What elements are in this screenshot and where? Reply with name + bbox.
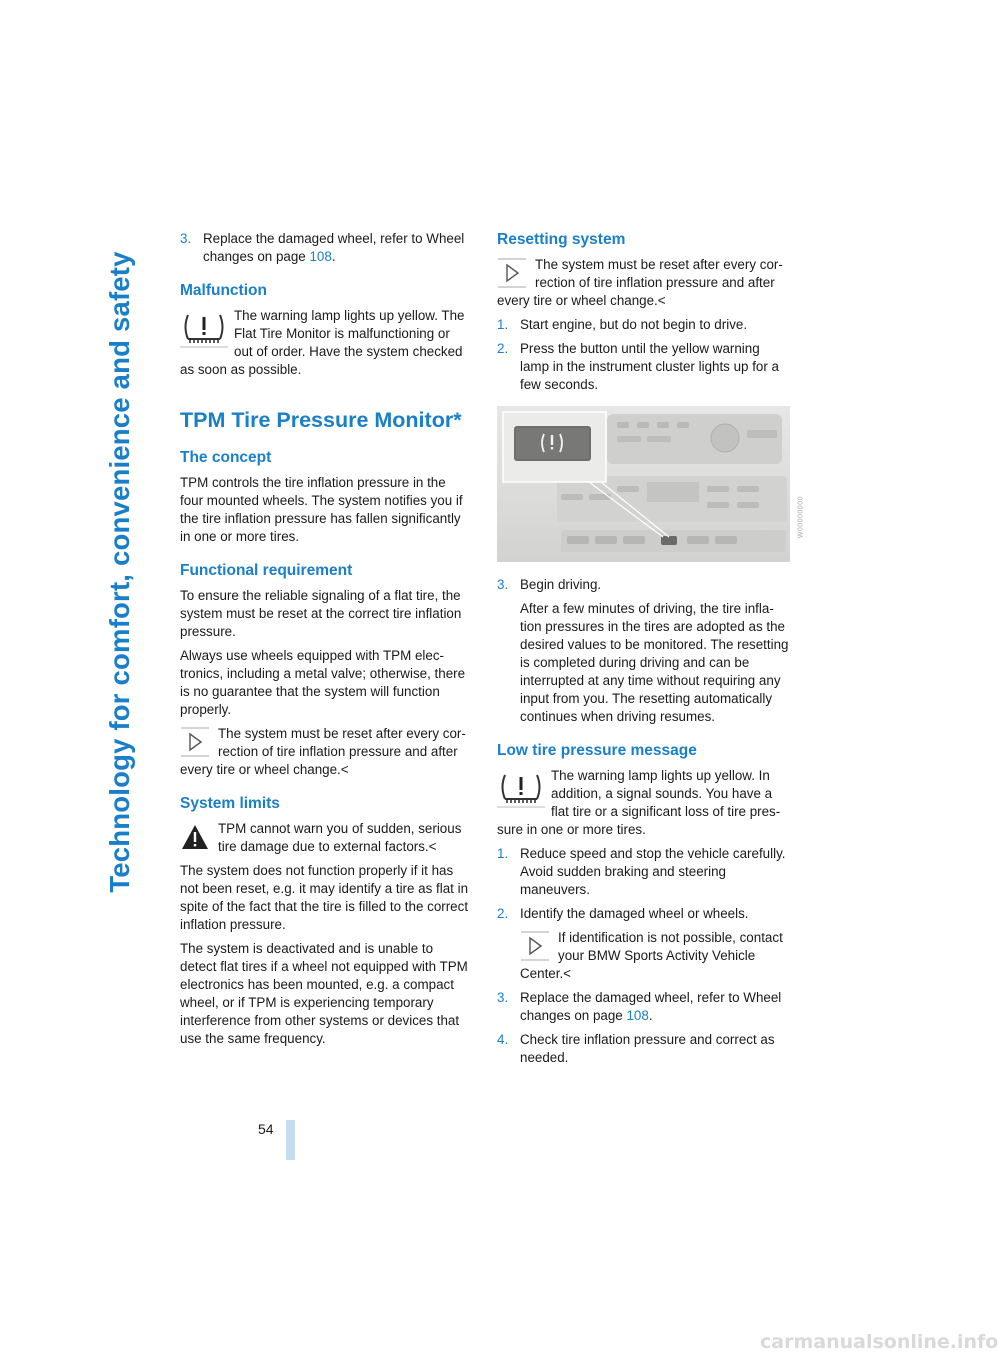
low-pressure-text: The warning lamp lights up yellow. In addition, a signal sounds. You have a flat tire or a significant loss of tire pressure in one or more tires. bbox=[497, 768, 781, 837]
page-number: 54 bbox=[258, 1121, 274, 1137]
resetting-heading: Resetting system bbox=[497, 231, 626, 248]
page-link[interactable]: 108 bbox=[309, 249, 332, 264]
system-limits-warning-text: TPM cannot warn you of sudden, serious tire damage due to external factors.< bbox=[218, 821, 462, 854]
list-text: Reduce speed and stop the vehicle carefully. Avoid sudden braking and steering maneuvers. bbox=[520, 846, 786, 897]
tire-warning-icon bbox=[180, 309, 228, 349]
tire-warning-icon bbox=[497, 769, 545, 809]
left-column bbox=[180, 230, 472, 1054]
list-number: 3. bbox=[180, 231, 192, 246]
list-text: Check tire inflation pressure and correct as needed. bbox=[520, 1032, 775, 1065]
identify-note-text: If identification is not possible, contact your BMW Sports Activity Vehicle Center.< bbox=[520, 930, 783, 981]
list-number: 4. bbox=[497, 1032, 509, 1047]
list-number: 3. bbox=[497, 577, 509, 592]
list-text-end: . bbox=[648, 1008, 653, 1023]
functional-requirement-heading: Functional requirement bbox=[180, 562, 353, 579]
malfunction-note bbox=[180, 307, 472, 379]
list-item bbox=[497, 576, 789, 726]
caution-triangle-icon bbox=[180, 822, 210, 852]
concept-paragraph: TPM controls the tire inflation pressure in the four mounted wheels. The system notifies you if the tire inflation pressure has fallen significantly in one or more tires. bbox=[180, 475, 463, 544]
chapter-side-title bbox=[100, 232, 140, 912]
list-item bbox=[497, 845, 789, 899]
list-text: Begin driving. bbox=[520, 577, 602, 592]
tpm-button-photo bbox=[497, 406, 804, 562]
low-pressure-heading: Low tire pressure message bbox=[497, 742, 697, 759]
photo-code: W00000000 bbox=[797, 496, 804, 539]
malfunction-text: The warning lamp lights up yellow. The Flat Tire Monitor is malfunctioning or out of order. Have the system checked as soon as possible. bbox=[180, 308, 465, 377]
low-pressure-note bbox=[497, 767, 789, 839]
list-number: 1. bbox=[497, 846, 509, 861]
system-limits-heading: System limits bbox=[180, 795, 280, 812]
list-text-end: . bbox=[331, 249, 336, 264]
list-item bbox=[180, 230, 472, 266]
list-number: 3. bbox=[497, 990, 509, 1005]
list-text: Replace the damaged wheel, refer to Wheel changes on page bbox=[203, 231, 465, 264]
resetting-note bbox=[497, 256, 789, 310]
note-arrow-icon bbox=[520, 931, 550, 961]
system-limits-paragraph-2: The system is deactivated and is unable to detect flat tires if a wheel not equipped with TPM electronics has been mounted, e.g. a compact wheel, or if TPM is experiencing temporary interference from other systems or devices that use the same frequency. bbox=[180, 941, 468, 1046]
resetting-note-text: The system must be reset after every correction of tire inflation pressure and after every tire or wheel change.< bbox=[497, 257, 783, 308]
page-side-bar bbox=[286, 1120, 295, 1160]
list-item bbox=[497, 989, 789, 1025]
list-number: 1. bbox=[497, 317, 509, 332]
note-arrow-icon bbox=[180, 727, 210, 757]
system-limits-warning bbox=[180, 820, 472, 856]
functional-note bbox=[180, 725, 472, 779]
list-number: 2. bbox=[497, 906, 509, 921]
list-number: 2. bbox=[497, 341, 509, 356]
list-text: Identify the damaged wheel or wheels. bbox=[520, 906, 749, 921]
page-link[interactable]: 108 bbox=[626, 1008, 649, 1023]
functional-paragraph-1: To ensure the reliable signaling of a flat tire, the system must be reset at the correct tire inflation pressure. bbox=[180, 588, 462, 639]
list-item bbox=[497, 340, 789, 394]
identify-note bbox=[520, 929, 789, 983]
functional-paragraph-2: Always use wheels equipped with TPM electronics, including a metal valve; otherwise, there is no guarantee that the system will function properly. bbox=[180, 648, 466, 717]
concept-heading: The concept bbox=[180, 449, 272, 466]
list-item bbox=[497, 905, 789, 983]
list-item bbox=[497, 1031, 789, 1067]
list-text: Replace the damaged wheel, refer to Wheel changes on page bbox=[520, 990, 782, 1023]
right-column bbox=[497, 230, 804, 1073]
functional-note-text: The system must be reset after every correction of tire inflation pressure and after every tire or wheel change.< bbox=[180, 726, 466, 777]
system-limits-paragraph-1: The system does not function properly if it has not been reset, e.g. it may identify a tire as flat in spite of the fact that the tire is filled to the correct inflation pressure. bbox=[180, 863, 469, 932]
list-item bbox=[497, 316, 789, 334]
malfunction-heading: Malfunction bbox=[180, 282, 267, 299]
footer-watermark: carmanualsonline.info bbox=[760, 1331, 998, 1353]
console-illustration bbox=[497, 406, 790, 562]
chapter-title-text: Technology for comfort, convenience and safety bbox=[104, 251, 135, 893]
list-text: Press the button until the yellow warning lamp in the instrument cluster lights up for a few seconds. bbox=[520, 341, 780, 392]
list-text: Start engine, but do not begin to drive. bbox=[520, 317, 748, 332]
note-arrow-icon bbox=[497, 258, 527, 288]
list-subtext: After a few minutes of driving, the tire inflation pressures in the tires are adopted as the desired values to be monitored. The resetting is completed during driving and can be interrupted at any time without requiring any input from you. The resetting automatically continues when driving resumes. bbox=[520, 601, 789, 724]
tpm-section-title: TPM Tire Pressure Monitor* bbox=[180, 408, 462, 432]
